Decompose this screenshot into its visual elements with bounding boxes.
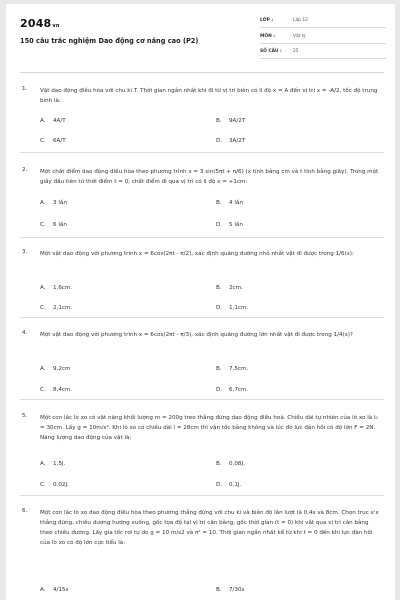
option-text: 3 lần <box>53 200 67 206</box>
option-text: 4/15s <box>53 587 69 593</box>
document-header <box>6 4 395 74</box>
option-letter: C. <box>40 482 46 488</box>
answer-option-b[interactable] <box>216 587 244 593</box>
answer-option-c[interactable] <box>40 138 66 144</box>
meta-subject-value: Vật lý <box>293 34 306 39</box>
option-text: 7/30s <box>229 587 245 593</box>
option-letter: D. <box>216 305 223 311</box>
answer-option-b[interactable] <box>216 200 243 206</box>
document-title: 150 câu trắc nghiệm Dao động cơ nâng cao (P2) <box>20 37 199 45</box>
option-text: 1,6cm. <box>53 285 73 291</box>
answer-option-b[interactable] <box>216 461 245 467</box>
question-divider <box>20 237 384 238</box>
answer-option-b[interactable] <box>216 118 245 124</box>
question-text: Một vật dao động với phương trình x = 6cos(2πt - π/2), xác định quãng đường nhỏ nhất vật đi được trong 1/6(s): <box>40 251 354 257</box>
question-text: Một con lắc lò xo có vật nặng khối lượng m = 200g treo thẳng đứng dao động điều hoà. Chiều dài tự nhiên của lò xo là l₀ = 30cm. Lấy g = 10m/s². Khi lò xo có chiều dài l = 28cm thì vận tốc bằng không và lúc đó lực đàn hồi có độ lớn F = 2N. Năng lượng dao động của vật là: <box>40 415 378 441</box>
option-letter: B. <box>216 285 222 291</box>
question-divider <box>20 495 384 496</box>
answer-option-a[interactable] <box>40 118 66 124</box>
option-letter: B. <box>216 461 222 467</box>
option-text: 7,5cm. <box>229 366 249 372</box>
option-text: 0,1J. <box>229 482 242 488</box>
answer-option-a[interactable] <box>40 285 72 291</box>
logo-text: 2048 <box>20 17 52 30</box>
meta-count-value: 25 <box>293 49 299 54</box>
option-letter: A. <box>40 366 46 372</box>
option-letter: A. <box>40 200 46 206</box>
answer-option-b[interactable] <box>216 285 243 291</box>
question-divider <box>20 152 384 153</box>
option-letter: D. <box>216 138 223 144</box>
option-letter: C. <box>40 222 46 228</box>
answer-option-d[interactable] <box>216 222 243 228</box>
answer-option-a[interactable] <box>40 200 67 206</box>
option-text: 0,02J. <box>53 482 69 488</box>
option-text: 3A/2T <box>229 138 246 144</box>
option-letter: C. <box>40 138 46 144</box>
answer-option-d[interactable] <box>216 387 248 393</box>
answer-option-a[interactable] <box>40 587 68 593</box>
meta-count-row <box>260 47 386 59</box>
option-text: 5 lần <box>229 222 243 228</box>
meta-class-row <box>260 16 386 28</box>
option-text: 6 lần <box>53 222 67 228</box>
answer-option-c[interactable] <box>40 482 69 488</box>
option-letter: D. <box>216 387 223 393</box>
option-text: 0,08J. <box>229 461 245 467</box>
question-divider <box>20 399 384 400</box>
option-text: 4 lần <box>229 200 243 206</box>
answer-option-d[interactable] <box>216 305 248 311</box>
option-letter: B. <box>216 366 222 372</box>
question-text: Một con lắc lò xo dao động điều hòa theo phương thẳng đứng với chu kì và biên độ lần lượt là 0,4s và 8cm. Chọn trục x'x thẳng đứng, chiều dương hướng xuống, gốc tọa độ tại vị trí cân bằng, gốc thời gian (t = 0) khi vật qua vị trí cân bằng theo chiều dương. Lấy gia tốc rơi tự do g = 10 m/s2 và π² = 10. Thời gian ngắn nhất kể từ khi t = 0 đến khi lực đàn hồi của lò xo có độ lớn cực tiểu là: <box>40 510 379 546</box>
question-number: 5. <box>22 413 28 419</box>
answer-option-b[interactable] <box>216 366 248 372</box>
option-text: 1,1cm. <box>229 305 249 311</box>
option-letter: C. <box>40 305 46 311</box>
answer-option-c[interactable] <box>40 387 72 393</box>
question-text: Một vật dao động với phương trình x = 6cos(2πt - π/3), xác định quãng đường lớn nhất vật đi được trong 1/4(s)? <box>40 332 353 338</box>
document-page <box>6 4 395 600</box>
option-letter: B. <box>216 587 222 593</box>
option-text: 2,1cm. <box>53 305 73 311</box>
question-number: 2. <box>22 167 28 173</box>
meta-class-value: Lớp 12 <box>293 18 308 23</box>
answer-option-c[interactable] <box>40 222 67 228</box>
meta-subject-row <box>260 32 386 44</box>
option-text: 8,4cm. <box>53 387 73 393</box>
meta-subject-label: MÔN : <box>260 34 276 39</box>
header-divider <box>20 72 384 73</box>
option-text: 9,2cm <box>53 366 71 372</box>
question-text: Một chất điểm dao động điều hòa theo phương trình x = 3 sin(5πt + π/6) (x tính bằng cm và t tính bằng giây). Trong một giây đầu tiên từ thời điểm t = 0, chất điểm đi qua vị trí có li độ x = +1cm: <box>40 169 379 185</box>
option-letter: B. <box>216 118 222 124</box>
option-letter: C. <box>40 387 46 393</box>
option-text: 6A/T <box>53 138 66 144</box>
option-letter: D. <box>216 222 223 228</box>
answer-option-d[interactable] <box>216 138 245 144</box>
answer-option-c[interactable] <box>40 305 72 311</box>
option-letter: B. <box>216 200 222 206</box>
option-text: 1,5J. <box>53 461 66 467</box>
answer-option-a[interactable] <box>40 366 70 372</box>
option-text: 4A/T <box>53 118 66 124</box>
answer-option-d[interactable] <box>216 482 241 488</box>
option-text: 2cm. <box>229 285 243 291</box>
meta-class-label: LỚP : <box>260 18 274 23</box>
answer-option-a[interactable] <box>40 461 65 467</box>
option-letter: A. <box>40 587 46 593</box>
meta-count-label: SỐ CÂU : <box>260 49 282 54</box>
option-letter: A. <box>40 285 46 291</box>
logo-suffix: vn <box>52 23 60 29</box>
question-text: Vật dao động điều hòa với chu kì T. Thời gian ngắn nhất khi đi từ vị trí biên có li độ x = A đến vị trí x = -A/2, tốc độ trung bình là: <box>40 88 378 104</box>
option-text: 9A/2T <box>229 118 246 124</box>
question-number: 6. <box>22 508 28 514</box>
site-logo[interactable] <box>20 17 60 30</box>
option-text: 6,7cm. <box>229 387 249 393</box>
option-letter: A. <box>40 118 46 124</box>
option-letter: A. <box>40 461 46 467</box>
question-number: 1. <box>22 86 28 92</box>
option-letter: D. <box>216 482 223 488</box>
question-number: 3. <box>22 249 28 255</box>
question-number: 4. <box>22 330 28 336</box>
question-divider <box>20 317 384 318</box>
